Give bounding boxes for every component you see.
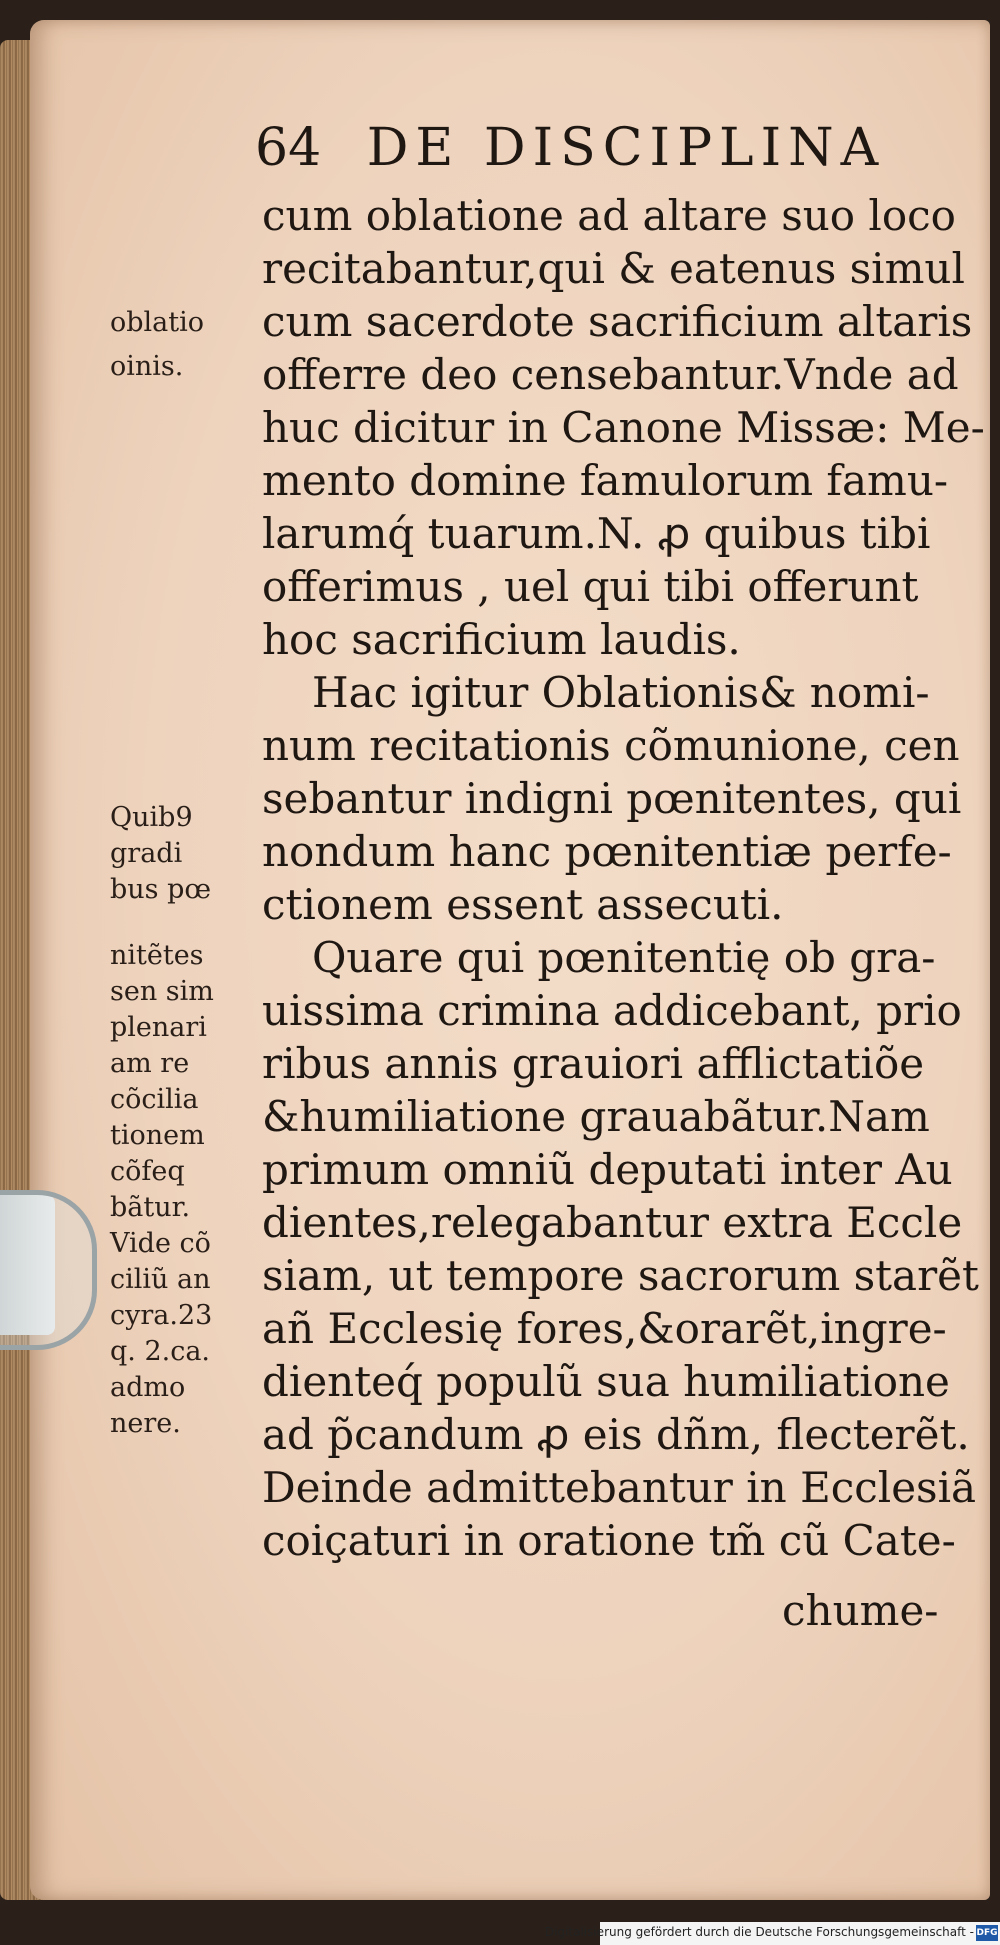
body-line: sebantur indigni pœnitentes, qui xyxy=(262,774,962,823)
margin-note: bus pœ xyxy=(110,874,212,905)
margin-note: nere. xyxy=(110,1408,181,1439)
body-line: recitabantur,qui & eatenus simul xyxy=(262,244,965,293)
body-line: cum sacerdote sacrificium altaris xyxy=(262,297,973,346)
margin-note: plenari xyxy=(110,1012,207,1043)
body-line: dienteq́ populũ sua humiliatione xyxy=(262,1357,950,1406)
margin-note: oblatio xyxy=(110,307,205,338)
margin-note: gradi xyxy=(110,838,183,869)
body-line: offerimus , uel qui tibi offerunt xyxy=(262,562,919,611)
margin-note: oinis. xyxy=(110,351,184,382)
margin-note: nitẽtes xyxy=(110,940,204,971)
body-line: añ Ecclesię fores,&orarẽt,ingre- xyxy=(262,1304,947,1353)
body-line: mento domine famulorum famu- xyxy=(262,456,949,505)
margin-note: am re xyxy=(110,1048,190,1079)
body-line: offerre deo censebantur.Vnde ad xyxy=(262,350,959,399)
page-number: 64 xyxy=(255,118,322,178)
catchword: chume- xyxy=(782,1586,939,1635)
body-line: num recitationis cõmunione, cen xyxy=(262,721,960,770)
running-title: DE DISCIPLINA xyxy=(366,118,886,178)
body-line: coiçaturi in oratione tm̃ cũ Cate- xyxy=(262,1516,956,1565)
body-line: siam, ut tempore sacrorum starẽt xyxy=(262,1251,979,1300)
body-line: ad p̃candum ꝓ eis dñm, flecterẽt. xyxy=(262,1410,970,1459)
margin-note: cõcilia xyxy=(110,1084,199,1115)
body-line: Quare qui pœnitentię ob gra- xyxy=(312,933,936,982)
margin-note: admo xyxy=(110,1372,186,1403)
body-line: ribus annis grauiori afflictatiõe xyxy=(262,1039,925,1088)
body-line: Deinde admittebantur in Ecclesiã xyxy=(262,1463,977,1512)
margin-note: Quib9 xyxy=(110,802,193,833)
margin-note: tionem xyxy=(110,1120,205,1151)
body-line: cum oblatione ad altare suo loco xyxy=(262,191,956,240)
body-line: dientes,relegabantur extra Eccle xyxy=(262,1198,963,1247)
dfg-logo-icon: DFG xyxy=(976,1925,998,1941)
body-line: hoc sacrificium laudis. xyxy=(262,615,741,664)
body-line: huc dicitur in Canone Missæ: Me- xyxy=(262,403,985,452)
body-line: ctionem essent assecuti. xyxy=(262,880,784,929)
margin-note: sen sim xyxy=(110,976,214,1007)
body-line: &humiliatione grauabãtur.Nam xyxy=(262,1092,930,1141)
body-line: primum omniũ deputati inter Au xyxy=(262,1145,953,1194)
margin-note: cõfeq xyxy=(110,1156,185,1187)
body-line: Hac igitur Oblationis& nomi- xyxy=(312,668,930,717)
margin-note: Vide cõ xyxy=(110,1228,211,1259)
body-line: uissima crimina addicebant, prio xyxy=(262,986,962,1035)
running-header xyxy=(255,118,905,178)
body-line: larumq́ tuarum.N. ꝓ quibus tibi xyxy=(262,509,931,558)
footer-credit: Digitalisierung gefördert durch die Deutsche Forschungsgemeinschaft - xyxy=(544,1925,974,1939)
margin-note: q. 2.ca. xyxy=(110,1336,211,1367)
body-line: nondum hanc pœnitentiæ perfe- xyxy=(262,827,952,876)
digitization-footer xyxy=(544,1922,1000,1945)
margin-note: bãtur. xyxy=(110,1192,191,1223)
margin-note: ciliũ an xyxy=(110,1264,211,1295)
page-clip xyxy=(0,1190,97,1350)
margin-note: cyra.23 xyxy=(110,1300,213,1331)
